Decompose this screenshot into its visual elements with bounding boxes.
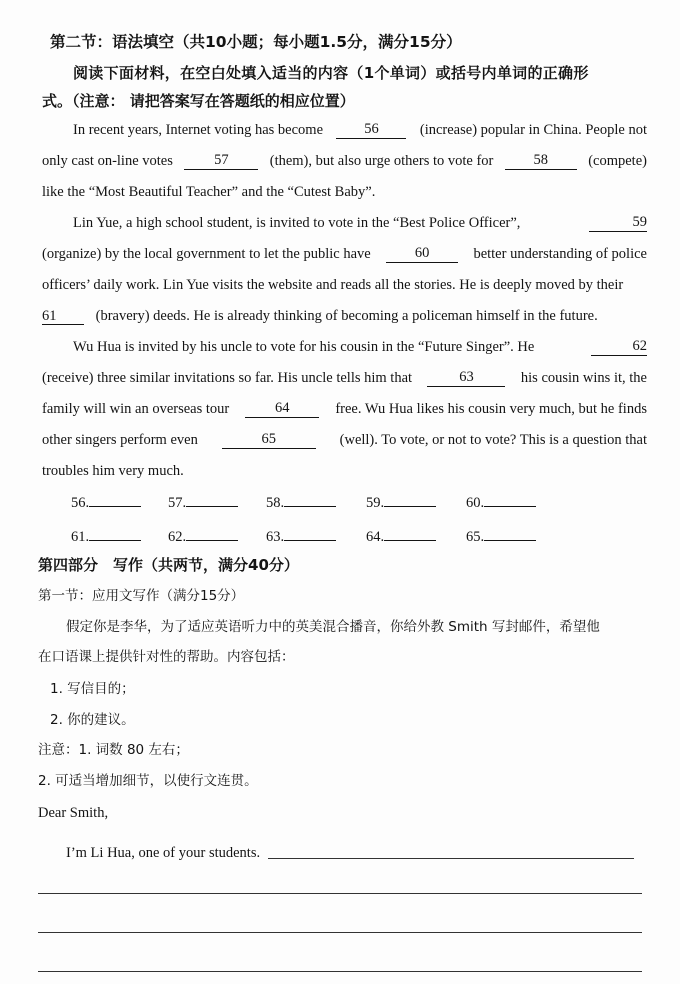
writing-task-line2: 在口语课上提供针对性的帮助。内容包括： (38, 649, 295, 665)
answer-label: 56. (71, 495, 90, 511)
answer-label: 59. (366, 495, 385, 511)
passage-p1-line3: like the “Most Beautiful Teacher” and the “Cutest Baby”. (42, 184, 376, 200)
passage-text: family will win an overseas tour (42, 401, 230, 417)
passage-text: (increase) popular in China. People not (419, 122, 647, 138)
passage-p3-line1 (73, 338, 647, 356)
answer-label: 63. (266, 529, 285, 545)
blank-59[interactable]: 59 (589, 214, 647, 232)
answer-label: 58. (266, 495, 285, 511)
answer-slot-64[interactable] (366, 526, 436, 546)
writing-item-1: 1. 写信目的； (50, 681, 135, 697)
answer-label: 61. (71, 529, 90, 545)
answer-label: 65. (466, 529, 485, 545)
answer-label: 57. (168, 495, 187, 511)
passage-text: officers’ daily work. Lin Yue visits the website and reads all the stories. He is deeply moved by their (42, 277, 624, 293)
passage-p2-line2 (42, 245, 647, 263)
section2-instruction-line1: 阅读下面材料，在空白处填入适当的内容（1个单词）或括号内单词的正确形 (73, 64, 589, 82)
part4-heading: 第四部分 写作（共两节，满分40分） (38, 556, 299, 574)
writing-note-1: 注意：1. 词数 80 左右； (38, 742, 189, 758)
blank-61[interactable]: 61 (42, 308, 84, 325)
passage-text: only cast on-line votes (42, 153, 173, 169)
passage-text: (organize) by the local government to let the public have (42, 246, 371, 262)
blank-56[interactable]: 56 (336, 121, 406, 139)
answer-slot-65[interactable] (466, 526, 536, 546)
writing-line[interactable] (38, 893, 642, 894)
passage-text: better understanding of police (473, 246, 647, 262)
answer-slot-60[interactable] (466, 492, 536, 512)
answer-label: 62. (168, 529, 187, 545)
passage-p1-line2 (42, 152, 647, 170)
passage-p3-line5: troubles him very much. (42, 463, 184, 479)
passage-text: other singers perform even (42, 432, 198, 448)
passage-text: Wu Hua is invited by his uncle to vote for his cousin in the “Future Singer”. He (73, 339, 535, 355)
answer-slot-57[interactable] (168, 492, 238, 512)
passage-text: (well). To vote, or not to vote? This is a question that (339, 432, 647, 448)
passage-text: Lin Yue, a high school student, is invited to vote in the “Best Police Officer”, (73, 215, 521, 231)
answer-slot-58[interactable] (266, 492, 336, 512)
passage-p3-line4 (42, 431, 647, 449)
blank-65[interactable]: 65 (222, 431, 316, 449)
letter-salutation: Dear Smith, (38, 805, 109, 821)
passage-p3-line3 (42, 400, 647, 418)
passage-text: In recent years, Internet voting has become (73, 122, 324, 138)
passage-text: (compete) (588, 153, 647, 169)
answer-slot-56[interactable] (71, 492, 141, 512)
answer-label: 64. (366, 529, 385, 545)
answer-label: 60. (466, 495, 485, 511)
writing-note-2: 2. 可适当增加细节，以使行文连贯。 (38, 773, 258, 789)
blank-63[interactable]: 63 (427, 369, 505, 387)
passage-p2-line1 (73, 214, 647, 232)
letter-opening: I’m Li Hua, one of your students. (66, 845, 261, 861)
answer-slot-59[interactable] (366, 492, 436, 512)
passage-p2-line4 (42, 307, 598, 325)
blank-58[interactable]: 58 (505, 152, 577, 170)
answer-slot-62[interactable] (168, 526, 238, 546)
writing-task-line1: 假定你是李华，为了适应英语听力中的英美混合播音，你给外教 Smith 写封邮件，希望他 (66, 619, 600, 635)
writing-line[interactable] (38, 971, 642, 972)
blank-60[interactable]: 60 (386, 245, 458, 263)
passage-p2-line3 (42, 276, 647, 294)
passage-text: (bravery) deeds. He is already thinking of becoming a policeman himself in the future. (95, 308, 598, 324)
writing-item-2: 2. 你的建议。 (50, 712, 135, 728)
section2-instruction-line2: 式。（注意： 请把答案写在答题纸的相应位置） (42, 92, 355, 110)
passage-text: free. Wu Hua likes his cousin very much, but he finds (335, 401, 647, 417)
writing-line[interactable] (268, 858, 634, 859)
blank-64[interactable]: 64 (245, 400, 319, 418)
passage-p1-line1 (73, 121, 647, 139)
passage-text: (receive) three similar invitations so far. His uncle tells him that (42, 370, 413, 386)
section2-heading: 第二节：语法填空（共10小题；每小题1.5分，满分15分） (50, 33, 462, 51)
answer-slot-61[interactable] (71, 526, 141, 546)
passage-p3-line2 (42, 369, 647, 387)
blank-57[interactable]: 57 (184, 152, 258, 170)
passage-text: his cousin wins it, the (520, 370, 647, 386)
writing-line[interactable] (38, 932, 642, 933)
blank-62[interactable]: 62 (591, 338, 647, 356)
passage-text: (them), but also urge others to vote for (269, 153, 494, 169)
answer-slot-63[interactable] (266, 526, 336, 546)
part4-section1-title: 第一节：应用文写作（满分15分） (38, 588, 245, 604)
